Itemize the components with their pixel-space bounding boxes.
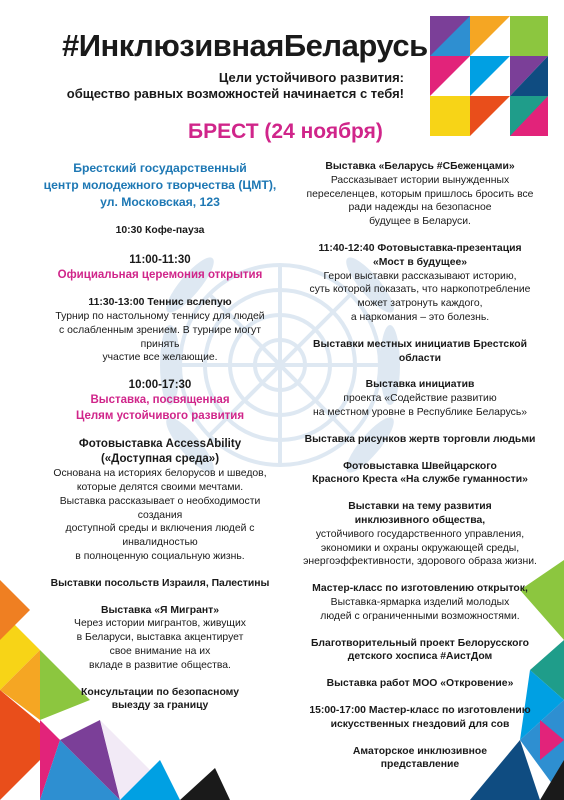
- venue-block: [40, 160, 280, 211]
- subtitle: [67, 70, 404, 102]
- inclusive-society-line: экономики и охраны окружающей среды,: [320, 542, 520, 554]
- photo-exhibit-title: 11:40-12:40 Фотовыставка-презентация: [318, 242, 522, 254]
- owl-nests-block: [292, 704, 548, 732]
- accessability-block: [40, 437, 280, 564]
- opening-block: [40, 253, 280, 284]
- photo-exhibit-line: может затронуть каждого,: [357, 298, 483, 310]
- accessability-line: Основана на историях белорусов и шведов,: [53, 468, 267, 480]
- refugees-line: переселенцев, которым пришлось бросить все: [306, 188, 534, 200]
- tennis-line: с ослабленным зрением. В турнире могут принять: [59, 324, 261, 350]
- photo-exhibit-title: «Мост в будущее»: [372, 256, 468, 268]
- subtitle-line: Цели устойчивого развития:: [218, 70, 404, 85]
- trafficking-drawings: Выставка рисунков жертв торговли людьми: [304, 433, 536, 445]
- inclusive-society-title: Выставки на тему развития: [348, 501, 492, 513]
- tennis-line: Турнир по настольному теннису для людей: [55, 311, 265, 323]
- migrant-line: вкладе в развитие общества.: [89, 659, 231, 671]
- tennis-title: 11:30-13:00 Теннис вслепую: [88, 297, 232, 309]
- accessability-title: («Доступная среда»): [100, 453, 220, 466]
- cards-workshop-line: Выставка-ярмарка изделий молодых: [330, 596, 510, 608]
- initiatives-line: на местном уровне в Республике Беларусь»: [312, 406, 528, 418]
- red-cross-block: [292, 460, 548, 488]
- inclusive-society-line: устойчивого государственного управления,: [315, 528, 525, 540]
- photo-exhibit-line: суть которой показать, что наркопотребление: [309, 284, 531, 296]
- otkrovenie-exhibit: Выставка работ МОО «Откровение»: [326, 678, 514, 690]
- venue-line: центр молодежного творчества (ЦМТ),: [43, 178, 277, 192]
- opening-title: Официальная церемония открытия: [57, 268, 263, 281]
- migrant-line: в Беларуси, выставка акцентирует: [76, 632, 244, 644]
- inclusive-society-block: [292, 500, 548, 569]
- photo-exhibit-block: [292, 242, 548, 325]
- hospice-block: [292, 637, 548, 665]
- refugees-block: [292, 160, 548, 229]
- tennis-block: [40, 296, 280, 365]
- coffee-break: 10:30 Кофе-пауза: [115, 225, 205, 236]
- amateur-show-line: Аматорское инклюзивное: [352, 745, 488, 757]
- cards-workshop-line: людей с ограниченными возможностями.: [320, 610, 520, 622]
- consultation-line: выезду за границу: [111, 700, 209, 712]
- photo-exhibit-line: а наркомания – это болезнь.: [350, 311, 490, 323]
- consultation-line: Консультации по безопасному: [81, 686, 239, 698]
- exhibition-title: Выставка, посвященная: [90, 394, 230, 407]
- refugees-title: Выставка «Беларусь #СБеженцами»: [325, 161, 515, 172]
- initiatives-block: [292, 378, 548, 419]
- inclusive-society-title: инклюзивного общества,: [354, 514, 486, 526]
- program-left-column: [40, 160, 280, 726]
- owl-nests-line: искусственных гнездовий для сов: [330, 718, 510, 730]
- city-date-heading: БРЕСТ (24 ноября): [188, 120, 383, 143]
- venue-line: ул. Московская, 123: [100, 195, 220, 209]
- cards-workshop-title: Мастер-класс по изготовлению открыток,: [312, 583, 528, 595]
- refugees-line: ради надежды на безопасное: [348, 202, 492, 214]
- inclusive-society-line: энергоэффективности, здорового образа жизни.: [303, 556, 537, 568]
- hashtag-title: #ИнклюзивнаяБеларусь: [62, 28, 428, 63]
- photo-exhibit-line: Герои выставки рассказывают историю,: [323, 270, 517, 282]
- amateur-show-line: представление: [380, 759, 460, 771]
- refugees-line: Рассказывает истории вынужденных: [330, 174, 510, 186]
- exhibition-time: 10:00-17:30: [128, 379, 192, 392]
- refugees-line: будущее в Беларуси.: [369, 216, 471, 228]
- initiatives-line: проекта «Содействие развитию: [343, 393, 497, 405]
- consultation-block: [40, 686, 280, 714]
- program-right-column: [292, 160, 548, 785]
- local-initiatives: Выставки местных инициатив Брестской области: [312, 338, 528, 364]
- exhibition-title: Целям устойчивого развития: [75, 409, 245, 422]
- cards-workshop-block: [292, 582, 548, 623]
- owl-nests-line: 15:00-17:00 Мастер-класс по изготовлению: [309, 704, 531, 716]
- red-cross-line: Красного Креста «На службе гуманности»: [312, 474, 528, 486]
- migrant-title: Выставка «Я Мигрант»: [100, 604, 220, 616]
- migrant-line: Через истории мигрантов, живущих: [74, 618, 246, 630]
- accessability-line: Выставка рассказывает о необходимости создания: [59, 495, 261, 521]
- migrant-line: свое внимание на их: [109, 646, 211, 658]
- tennis-line: участие все желающие.: [102, 352, 218, 364]
- migrant-block: [40, 604, 280, 673]
- hospice-line: детского хосписа #АистДом: [347, 651, 493, 663]
- exhibition-block: [40, 378, 280, 424]
- accessability-line: доступной среды и включения людей с инвалидностью: [65, 523, 255, 549]
- embassies-exhibit: Выставки посольств Израиля, Палестины: [50, 577, 270, 589]
- accessability-title: Фотовыставка AccessAbility: [78, 438, 242, 451]
- hospice-line: Благотворительный проект Белорусского: [310, 637, 530, 649]
- amateur-show-block: [292, 745, 548, 773]
- accessability-line: которые делятся своими мечтами.: [76, 482, 244, 494]
- venue-line: Брестский государственный: [73, 161, 247, 175]
- initiatives-title: Выставка инициатив: [365, 379, 475, 391]
- accessability-line: в полноценную социальную жизнь.: [75, 551, 245, 563]
- red-cross-line: Фотовыставка Швейцарского: [343, 460, 497, 472]
- subtitle-line: общество равных возможностей начинается с тебя!: [66, 86, 404, 101]
- opening-time: 11:00-11:30: [129, 253, 191, 266]
